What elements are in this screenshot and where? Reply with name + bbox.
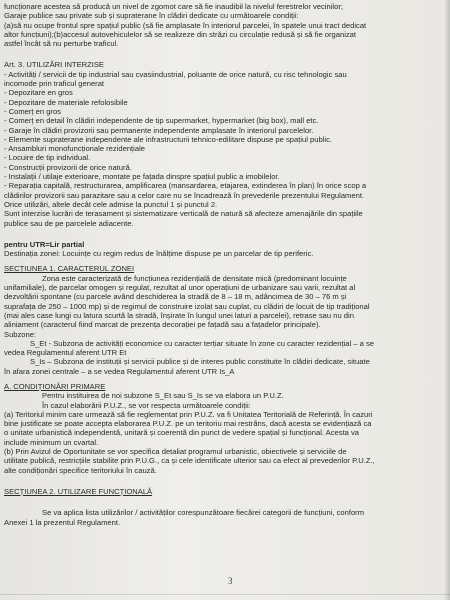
top-paragraph <box>4 2 434 48</box>
text-line: Garaje publice sau private sub și supraterane în clădiri dedicate cu următoarele condiții: <box>4 11 299 21</box>
conditions-body <box>4 391 434 475</box>
list-item: - Elemente supraterane independente ale infrastructurii tehnico-edilitare dispuse pe spațiul public. <box>4 134 332 144</box>
list-item: - Depozitare en gros <box>4 88 73 98</box>
list-item: - Depozitare de materiale refolosibile <box>4 97 128 107</box>
text-line: (a) Teritoriul minim care urmează să fie reglementat prin P.U.Z. va fi Unitatea Teritorială de Referință. În cazuri <box>4 409 373 419</box>
list-item: - Garaje în clădiri provizorii sau permanente independente amplasate în interiorul parcelelor. <box>4 125 314 135</box>
text-line: Pentru instituirea de noi subzone S_Et sau S_Is se va elabora un P.U.Z. <box>42 391 284 401</box>
subzone-is-cont: în afara zonei centrale – a se vedea Regulamentul aferent UTR Is_A <box>4 366 235 376</box>
text-line: dezvoltării spontane (cu parcele având deschiderea la stradă de 8 – 18 m, adâncimea de 30 – 76 m și <box>4 292 347 302</box>
subzone-et: S_Et - Subzona de activități economice cu caracter terțiar situate în zone cu caracter rezidențial – a se <box>30 338 375 348</box>
text-line: unifamiliale), de parcelar omogen și regulat, rezultat al unor operațiuni de urbanizare sau varii, rezultat al <box>4 283 356 293</box>
list-item: publice sau de pe parcelele adiacente. <box>4 218 134 228</box>
art3-list <box>4 70 434 228</box>
subzone-et-cont: vedea Regulamentul aferent UTR Et <box>4 348 127 358</box>
text-line: Zona este caracterizată de funcțiunea rezidențială de densitate mică (predominant locuințe <box>42 273 347 283</box>
text-line: aliniament (caracterul fiind marcat de prezența decorației pe fațadă sau a fațadelor principale). <box>4 320 321 330</box>
list-item: - Reparația capitală, restructurarea, amplificarea (mansardarea, etajarea, extinderea în plan) în orice scop a <box>4 181 367 191</box>
list-item: - Ansambluri monofuncționale rezidențiale <box>4 144 145 154</box>
section1-body <box>4 274 434 376</box>
list-item: - Instalații / utilaje exterioare, montate pe fațada dinspre spațiul public a imobilelor. <box>4 172 280 182</box>
list-item: - Construcții provizorii de orice natură. <box>4 162 132 172</box>
list-item: - Activități / servicii de tip industrial sau cvasiindustrial, poluante de orice natură, cu risc tehnologic sau <box>4 69 347 79</box>
text-line: suprafața de 250 – 1000 mp) și de regimul de construire izolat sau cuplat, cu clădiri de locuit de tip tradițional <box>4 301 370 311</box>
list-item: - Locuire de tip individual. <box>4 153 91 163</box>
text-line: funcționare acestea să producă un nivel de zgomot care să fie inaudibil la nivelul ferestrelor vecinilor; <box>4 2 343 11</box>
list-item: Sunt interzise lucrări de terasament și sistematizare verticală de natură să afecteze amenajările din spațiile <box>4 209 363 219</box>
conditions-heading: A. CONDIȚIONĂRI PRIMARE <box>4 381 106 391</box>
list-item: Orice utilizări, altele decât cele admise la punctul 1 și punctul 2. <box>4 199 218 209</box>
utr-heading: pentru UTR=Lir partial <box>4 239 85 249</box>
text-line: alte condiționări specifice teritoriului în cauză. <box>4 465 157 475</box>
text-line: utilitate publică, restricțiile stabilite prin P.U.G., ca și cele identificate ulterior sau ca efect al prevederilor P.U.Z., <box>4 456 375 466</box>
page-edge <box>0 594 450 595</box>
text-line: În cazul elaborării P.U.Z., se vor respecta următoarele condiții: <box>42 400 251 410</box>
list-item: incomode prin traficul generat <box>4 79 105 89</box>
list-item: - Comerț en detail în clădiri independente de tip supermarket, hypermarket (big box), mall etc. <box>4 116 319 126</box>
text-line: bine justificate se poate accepta elaborarea P.U.Z. pe un teritoriu mai restrâns, dacă acesta se evidențiază ca <box>4 419 372 429</box>
text-line: (b) Prin Avizul de Oportunitate se vor specifica detaliat programul urbanistic, obiectivele și serviciile de <box>4 447 347 457</box>
list-item: - Comerț en gros <box>4 106 61 116</box>
text-line: Anexei 1 la prezentul Regulament. <box>4 517 121 527</box>
page-number: 3 <box>228 576 233 586</box>
art3-heading: Art. 3. UTILIZĂRI INTERZISE <box>4 60 104 70</box>
text-line: (a)să nu ocupe frontul spre spațiul public (să fie amplasate în interiorul parcelei, în spatele unui tract dedicat <box>4 20 367 30</box>
subzone-is: S_Is – Subzona de instituții și servicii publice și de interes public constituite în clădiri dedicate, situate <box>30 357 370 367</box>
text-line: altor funcțiuni);(b)accesul autovehiculelor să se realizeze din străzi cu circulație redusă și să fie organizat <box>4 29 357 39</box>
list-item: clădirilor provizorii sau parazitare sau a celor care nu se încadrează în prevederile prezentului Regulament. <box>4 190 365 200</box>
utr-destination: Destinația zonei: Locuințe cu regim redus de înălțime dispuse pe un parcelar de tip periferic. <box>4 249 314 259</box>
section2-heading: SECȚIUNEA 2. UTILIZARE FUNCȚIONALĂ <box>4 486 153 496</box>
text-line: astfel încât să nu perturbe traficul. <box>4 39 119 49</box>
text-line: Subzone: <box>4 329 37 339</box>
text-line: o unitate urbanistică independentă, unitară și coerentă din punct de vedere spațial și funcțional. Acesta va <box>4 428 360 438</box>
section1-heading: SECȚIUNEA 1. CARACTERUL ZONEI <box>4 264 135 274</box>
text-line: (mai ales case lungi cu latura scurtă la stradă, înșirate în lungul unei laturi a parcelei), retrase sau nu din <box>4 310 354 320</box>
text-line: include minimum un cvartal. <box>4 437 99 447</box>
text-line: Se va aplica lista utilizărilor / activităților corespunzătoare fiecărei categorii de funcțiuni, conform <box>42 508 365 518</box>
